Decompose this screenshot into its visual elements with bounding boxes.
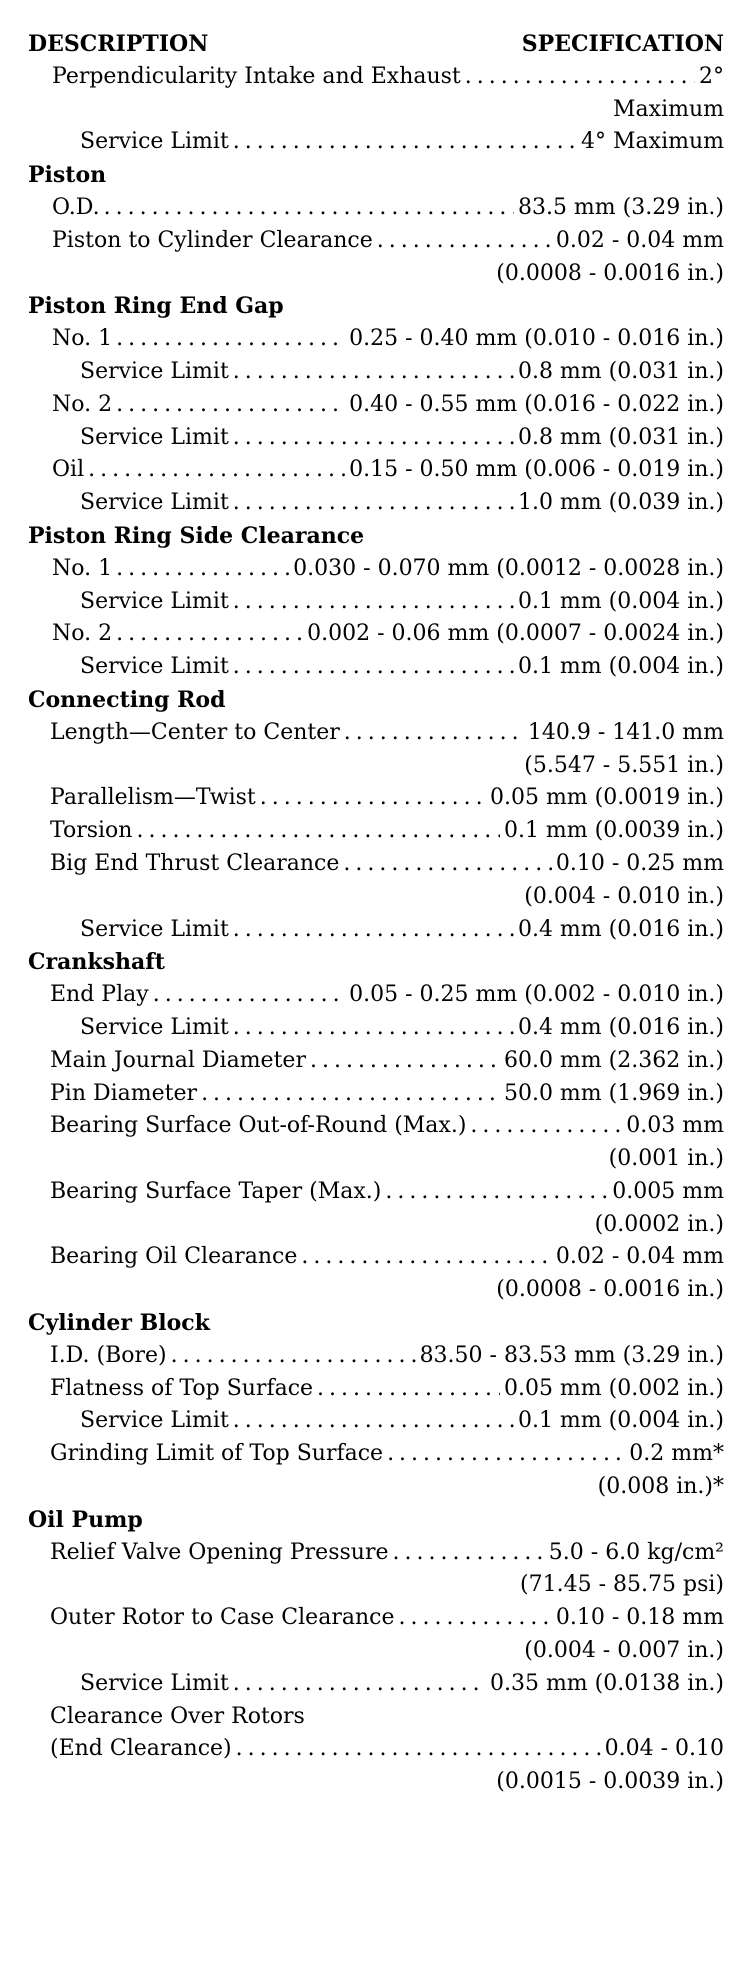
spec-label: Bearing Surface Taper (Max.) — [50, 1178, 382, 1204]
dot-leader — [233, 1668, 486, 1701]
spec-label: No. 1 — [52, 555, 113, 581]
dot-leader — [385, 1176, 608, 1209]
spec-value: 0.002 - 0.06 mm (0.0007 - 0.0024 in.) — [307, 621, 724, 647]
spec-label: Bearing Oil Clearance — [50, 1244, 298, 1270]
section-heading: Crankshaft — [28, 949, 165, 976]
dot-leader — [233, 651, 514, 684]
spec-value-continuation: (0.004 - 0.010 in.) — [524, 883, 724, 909]
spec-value: 0.35 mm (0.0138 in.) — [489, 1670, 724, 1696]
spec-row — [28, 1373, 724, 1406]
spec-label: O.D. — [52, 194, 100, 220]
spec-label: (End Clearance) — [50, 1736, 232, 1762]
spec-value-continuation: (0.0002 in.) — [594, 1211, 724, 1237]
spec-label: Main Journal Diameter — [50, 1047, 306, 1073]
spec-label: Service Limit — [80, 1670, 229, 1696]
dot-leader — [116, 553, 289, 586]
dot-leader — [233, 487, 514, 520]
spec-row — [28, 356, 724, 389]
spec-value: 0.15 - 0.50 mm (0.006 - 0.019 in.) — [349, 457, 724, 483]
spec-row — [28, 192, 724, 225]
spec-value: 0.05 mm (0.002 in.) — [503, 1375, 724, 1401]
spec-document — [28, 28, 724, 1799]
spec-value-continuation: (71.45 - 85.75 psi) — [520, 1572, 724, 1598]
dot-leader — [171, 1340, 416, 1373]
spec-label: Clearance Over Rotors — [50, 1703, 305, 1729]
spec-row — [28, 1438, 724, 1471]
spec-row — [28, 586, 724, 619]
dot-leader — [116, 389, 345, 422]
spec-row — [28, 1078, 724, 1111]
dot-leader — [393, 1537, 545, 1570]
spec-row — [28, 1176, 724, 1209]
dot-leader — [136, 815, 499, 848]
spec-value-continuation: (0.0008 - 0.0016 in.) — [496, 1277, 724, 1303]
section-heading: Connecting Rod — [28, 686, 226, 713]
dot-leader — [387, 1438, 625, 1471]
dot-leader — [377, 225, 552, 258]
section-heading: Cylinder Block — [28, 1310, 210, 1337]
spec-row — [28, 225, 724, 258]
spec-value: 0.04 - 0.10 — [604, 1736, 724, 1762]
spec-row — [28, 389, 724, 422]
spec-label: Perpendicularity Intake and Exhaust — [52, 63, 461, 89]
spec-label: Service Limit — [80, 1014, 229, 1040]
spec-value: 0.10 - 0.25 mm — [555, 850, 724, 876]
section-heading: Piston — [28, 162, 107, 189]
spec-value: 0.4 mm (0.016 in.) — [517, 1014, 724, 1040]
spec-value: 0.05 mm (0.0019 in.) — [489, 785, 724, 811]
spec-value-continuation: (0.004 - 0.007 in.) — [524, 1638, 724, 1664]
spec-label: Flatness of Top Surface — [50, 1375, 314, 1401]
spec-row — [28, 1701, 724, 1734]
dot-leader — [201, 1078, 500, 1111]
spec-value-continuation: (0.0008 - 0.0016 in.) — [496, 260, 724, 286]
spec-label: Service Limit — [80, 588, 229, 614]
dot-leader — [465, 61, 695, 94]
spec-row — [28, 1733, 724, 1766]
spec-label: Outer Rotor to Case Clearance — [50, 1605, 395, 1631]
spec-label: Oil — [52, 457, 85, 483]
spec-value: 0.40 - 0.55 mm (0.016 - 0.022 in.) — [349, 391, 724, 417]
spec-row — [28, 1340, 724, 1373]
spec-row — [28, 782, 724, 815]
section-heading: Piston Ring Side Clearance — [28, 522, 365, 549]
dot-leader — [310, 1045, 500, 1078]
dot-leader — [260, 782, 486, 815]
spec-rows — [28, 61, 724, 1799]
dot-leader — [116, 323, 345, 356]
spec-row — [28, 1045, 724, 1078]
spec-value: 0.1 mm (0.004 in.) — [517, 1408, 724, 1434]
spec-value: 5.0 - 6.0 kg/cm² — [548, 1539, 724, 1565]
spec-row — [28, 1241, 724, 1274]
spec-row — [28, 1405, 724, 1438]
spec-value: 0.02 - 0.04 mm — [555, 227, 724, 253]
spec-value: 60.0 mm (2.362 in.) — [503, 1047, 724, 1073]
spec-value: 0.4 mm (0.016 in.) — [517, 916, 724, 942]
spec-label: Parallelism—Twist — [50, 785, 256, 811]
dot-leader — [236, 1733, 601, 1766]
spec-label: Service Limit — [80, 424, 229, 450]
spec-row — [28, 1668, 724, 1701]
spec-label: Bearing Surface Out-of-Round (Max.) — [50, 1113, 467, 1139]
spec-label: Service Limit — [80, 916, 229, 942]
spec-row — [28, 914, 724, 947]
spec-row — [28, 618, 724, 651]
spec-value: 0.02 - 0.04 mm — [555, 1244, 724, 1270]
description-header: DESCRIPTION — [28, 31, 209, 57]
spec-label: Grinding Limit of Top Surface — [50, 1441, 384, 1467]
spec-value: 2° — [699, 63, 724, 89]
spec-value: 0.1 mm (0.004 in.) — [517, 588, 724, 614]
spec-row — [28, 422, 724, 455]
spec-row — [28, 1110, 724, 1143]
spec-label: Pin Diameter — [50, 1080, 198, 1106]
spec-value: 0.8 mm (0.031 in.) — [517, 358, 724, 384]
spec-value: 0.8 mm (0.031 in.) — [517, 424, 724, 450]
section-heading: Oil Pump — [28, 1506, 143, 1533]
spec-value-continuation: (0.001 in.) — [608, 1146, 724, 1172]
spec-label: No. 1 — [52, 326, 113, 352]
dot-leader — [88, 454, 345, 487]
spec-row — [28, 126, 724, 159]
spec-label: Service Limit — [80, 654, 229, 680]
table-header — [28, 28, 724, 61]
dot-leader — [317, 1373, 500, 1406]
spec-label: No. 2 — [52, 391, 113, 417]
dot-leader — [233, 914, 514, 947]
dot-leader — [153, 979, 345, 1012]
spec-value: 0.10 - 0.18 mm — [555, 1605, 724, 1631]
spec-value: 1.0 mm (0.039 in.) — [517, 490, 724, 516]
spec-label: Service Limit — [80, 1408, 229, 1434]
dot-leader — [233, 356, 514, 389]
spec-value: 50.0 mm (1.969 in.) — [503, 1080, 724, 1106]
spec-value: 0.05 - 0.25 mm (0.002 - 0.010 in.) — [349, 982, 724, 1008]
spec-label: Service Limit — [80, 358, 229, 384]
spec-row — [28, 979, 724, 1012]
dot-leader — [343, 848, 552, 881]
spec-value-continuation: Maximum — [613, 96, 724, 122]
spec-label: Length—Center to Center — [50, 719, 340, 745]
dot-leader — [233, 1405, 514, 1438]
spec-value: 0.030 - 0.070 mm (0.0012 - 0.0028 in.) — [293, 555, 724, 581]
specification-header: SPECIFICATION — [521, 31, 724, 57]
spec-value-continuation: (0.008 in.)* — [597, 1474, 724, 1500]
dot-leader — [233, 1012, 514, 1045]
spec-value: 0.03 mm — [626, 1113, 724, 1139]
dot-leader — [116, 618, 303, 651]
spec-row — [28, 651, 724, 684]
spec-label: I.D. (Bore) — [50, 1342, 167, 1368]
spec-label: End Play — [50, 982, 149, 1008]
dot-leader — [470, 1110, 622, 1143]
spec-value: 0.1 mm (0.0039 in.) — [503, 818, 724, 844]
spec-label: No. 2 — [52, 621, 113, 647]
section-heading: Piston Ring End Gap — [28, 293, 284, 320]
dot-leader — [233, 586, 514, 619]
spec-row — [28, 1537, 724, 1570]
spec-value: 0.1 mm (0.004 in.) — [517, 654, 724, 680]
spec-value-continuation: (5.547 - 5.551 in.) — [524, 752, 724, 778]
spec-value: 140.9 - 141.0 mm — [527, 719, 724, 745]
dot-leader — [344, 717, 524, 750]
spec-value: 4° Maximum — [581, 129, 724, 155]
dot-leader — [398, 1602, 551, 1635]
spec-label: Service Limit — [80, 129, 229, 155]
spec-label: Relief Valve Opening Pressure — [50, 1539, 389, 1565]
spec-row — [28, 61, 724, 94]
spec-label: Piston to Cylinder Clearance — [52, 227, 373, 253]
spec-row — [28, 323, 724, 356]
spec-value: 0.25 - 0.40 mm (0.010 - 0.016 in.) — [349, 326, 724, 352]
spec-row — [28, 487, 724, 520]
spec-value: 83.50 - 83.53 mm (3.29 in.) — [419, 1342, 724, 1368]
spec-value: 0.2 mm* — [629, 1441, 724, 1467]
spec-row — [28, 1012, 724, 1045]
spec-row — [28, 815, 724, 848]
spec-label: Big End Thrust Clearance — [50, 850, 340, 876]
spec-row — [28, 717, 724, 750]
spec-row — [28, 848, 724, 881]
dot-leader — [301, 1241, 552, 1274]
spec-row — [28, 553, 724, 586]
spec-row — [28, 454, 724, 487]
spec-label: Service Limit — [80, 490, 229, 516]
spec-row — [28, 1602, 724, 1635]
dot-leader — [104, 192, 514, 225]
dot-leader — [233, 126, 577, 159]
spec-value: 0.005 mm — [612, 1178, 724, 1204]
dot-leader — [233, 422, 514, 455]
spec-label: Torsion — [50, 818, 133, 844]
spec-value: 83.5 mm (3.29 in.) — [517, 194, 724, 220]
spec-value-continuation: (0.0015 - 0.0039 in.) — [496, 1769, 724, 1795]
